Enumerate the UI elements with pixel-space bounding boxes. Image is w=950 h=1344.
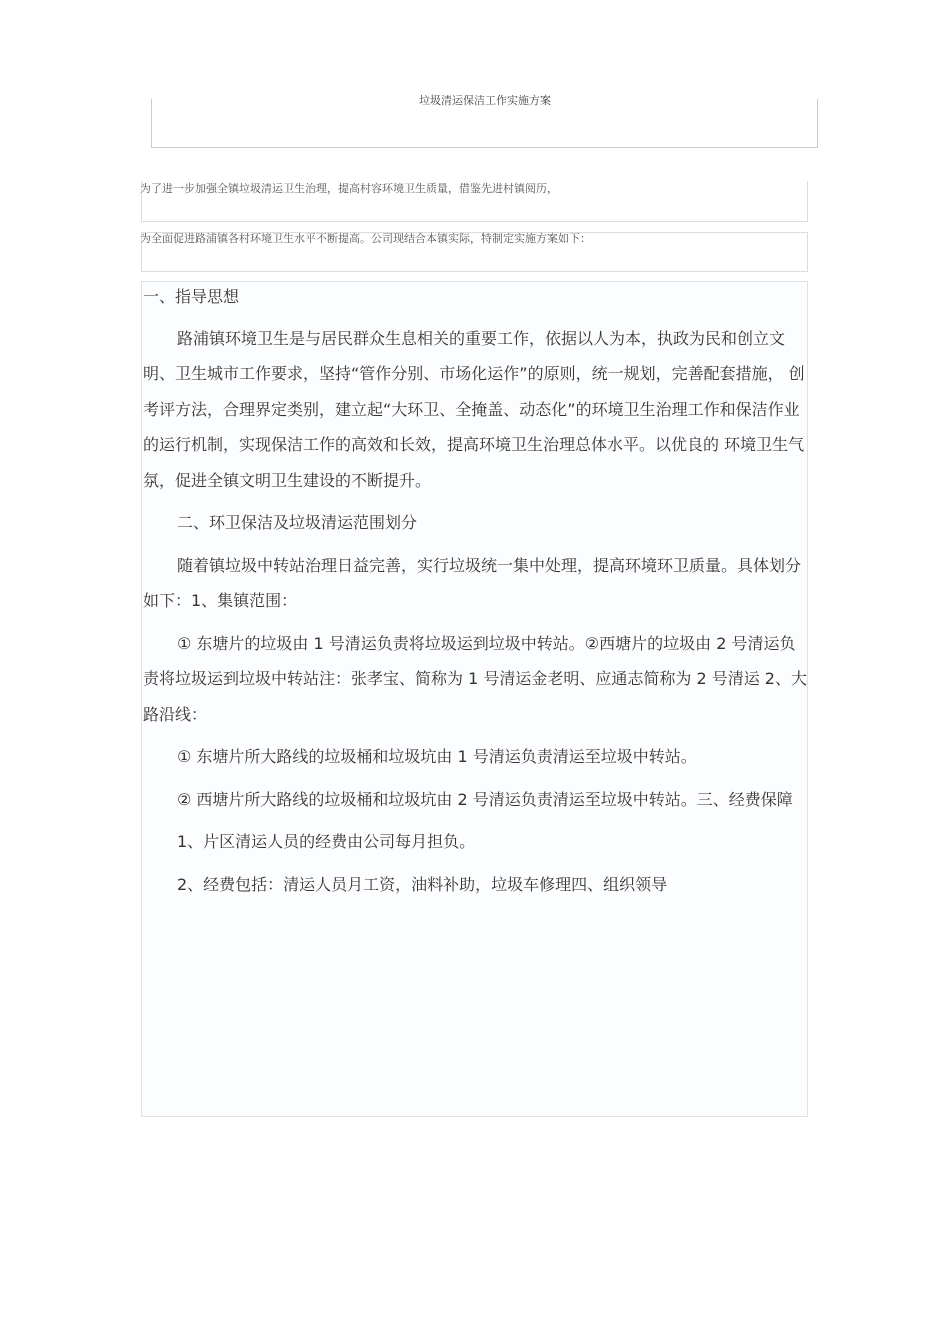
paragraph-guiding-thought: 路浦镇环境卫生是与居民群众生息相关的重要工作，依据以人为本，执政为民和创立文明、卫生城市工作要求，坚持“管作分别、市场化运作”的原则，统一规划，完善配套措施， 创考评方法，合理界定类别，建立起“大环卫、全掩盖、动态化”的环境卫生治理工作和保洁作业的运行机制，实现保洁工作的高效和长效，提高环境卫生治理总体水平。以优良的 环境卫生气氛，促进全镇文明卫生建设的不断提升。 <box>143 328 805 490</box>
document-body <box>143 279 809 902</box>
document-title: 垃圾清运保洁工作实施方案 <box>419 94 551 107</box>
paragraph-east-road: ① 东塘片所大路线的垃圾桶和垃圾坑由 1 号清运负责清运至垃圾中转站。 <box>177 747 697 766</box>
section-heading-guiding-thought: 一、指导思想 <box>143 287 240 306</box>
paragraph-funding-2: 2、经费包括：清运人员月工资，油料补助，垃圾车修理四、组织领导 <box>177 874 668 894</box>
paragraph-town-scope: ① 东塘片的垃圾由 1 号清运负责将垃圾运到垃圾中转站。②西塘片的垃圾由 2 号清运负责将垃圾运到垃圾中转站注：张孝宝、简称为 1 号清运金老明、应通志简称为 2 号清运 2、大路沿线： <box>143 633 807 724</box>
paragraph-scope-intro: 随着镇垃圾中转站治理日益完善，实行垃圾统一集中处理，提高环境环卫质量。具体划分如下：1、集镇范围： <box>143 555 802 610</box>
paragraph-west-road: ② 西塘片所大路线的垃圾桶和垃圾坑由 2 号清运负责清运至垃圾中转站。三、经费保障 <box>177 789 793 809</box>
intro-line-2: 为全面促进路浦镇各村环境卫生水平不断提高。公司现结合本镇实际，特制定实施方案如下： <box>140 232 591 245</box>
paragraph-funding-1: 1、片区清运人员的经费由公司每月担负。 <box>177 832 476 851</box>
section-heading-scope: 二、环卫保洁及垃圾清运范围划分 <box>177 513 418 532</box>
intro-line-1: 为了进一步加强全镇垃圾清运卫生治理，提高村容环境卫生质量，借鉴先进村镇阅历， <box>140 182 558 195</box>
